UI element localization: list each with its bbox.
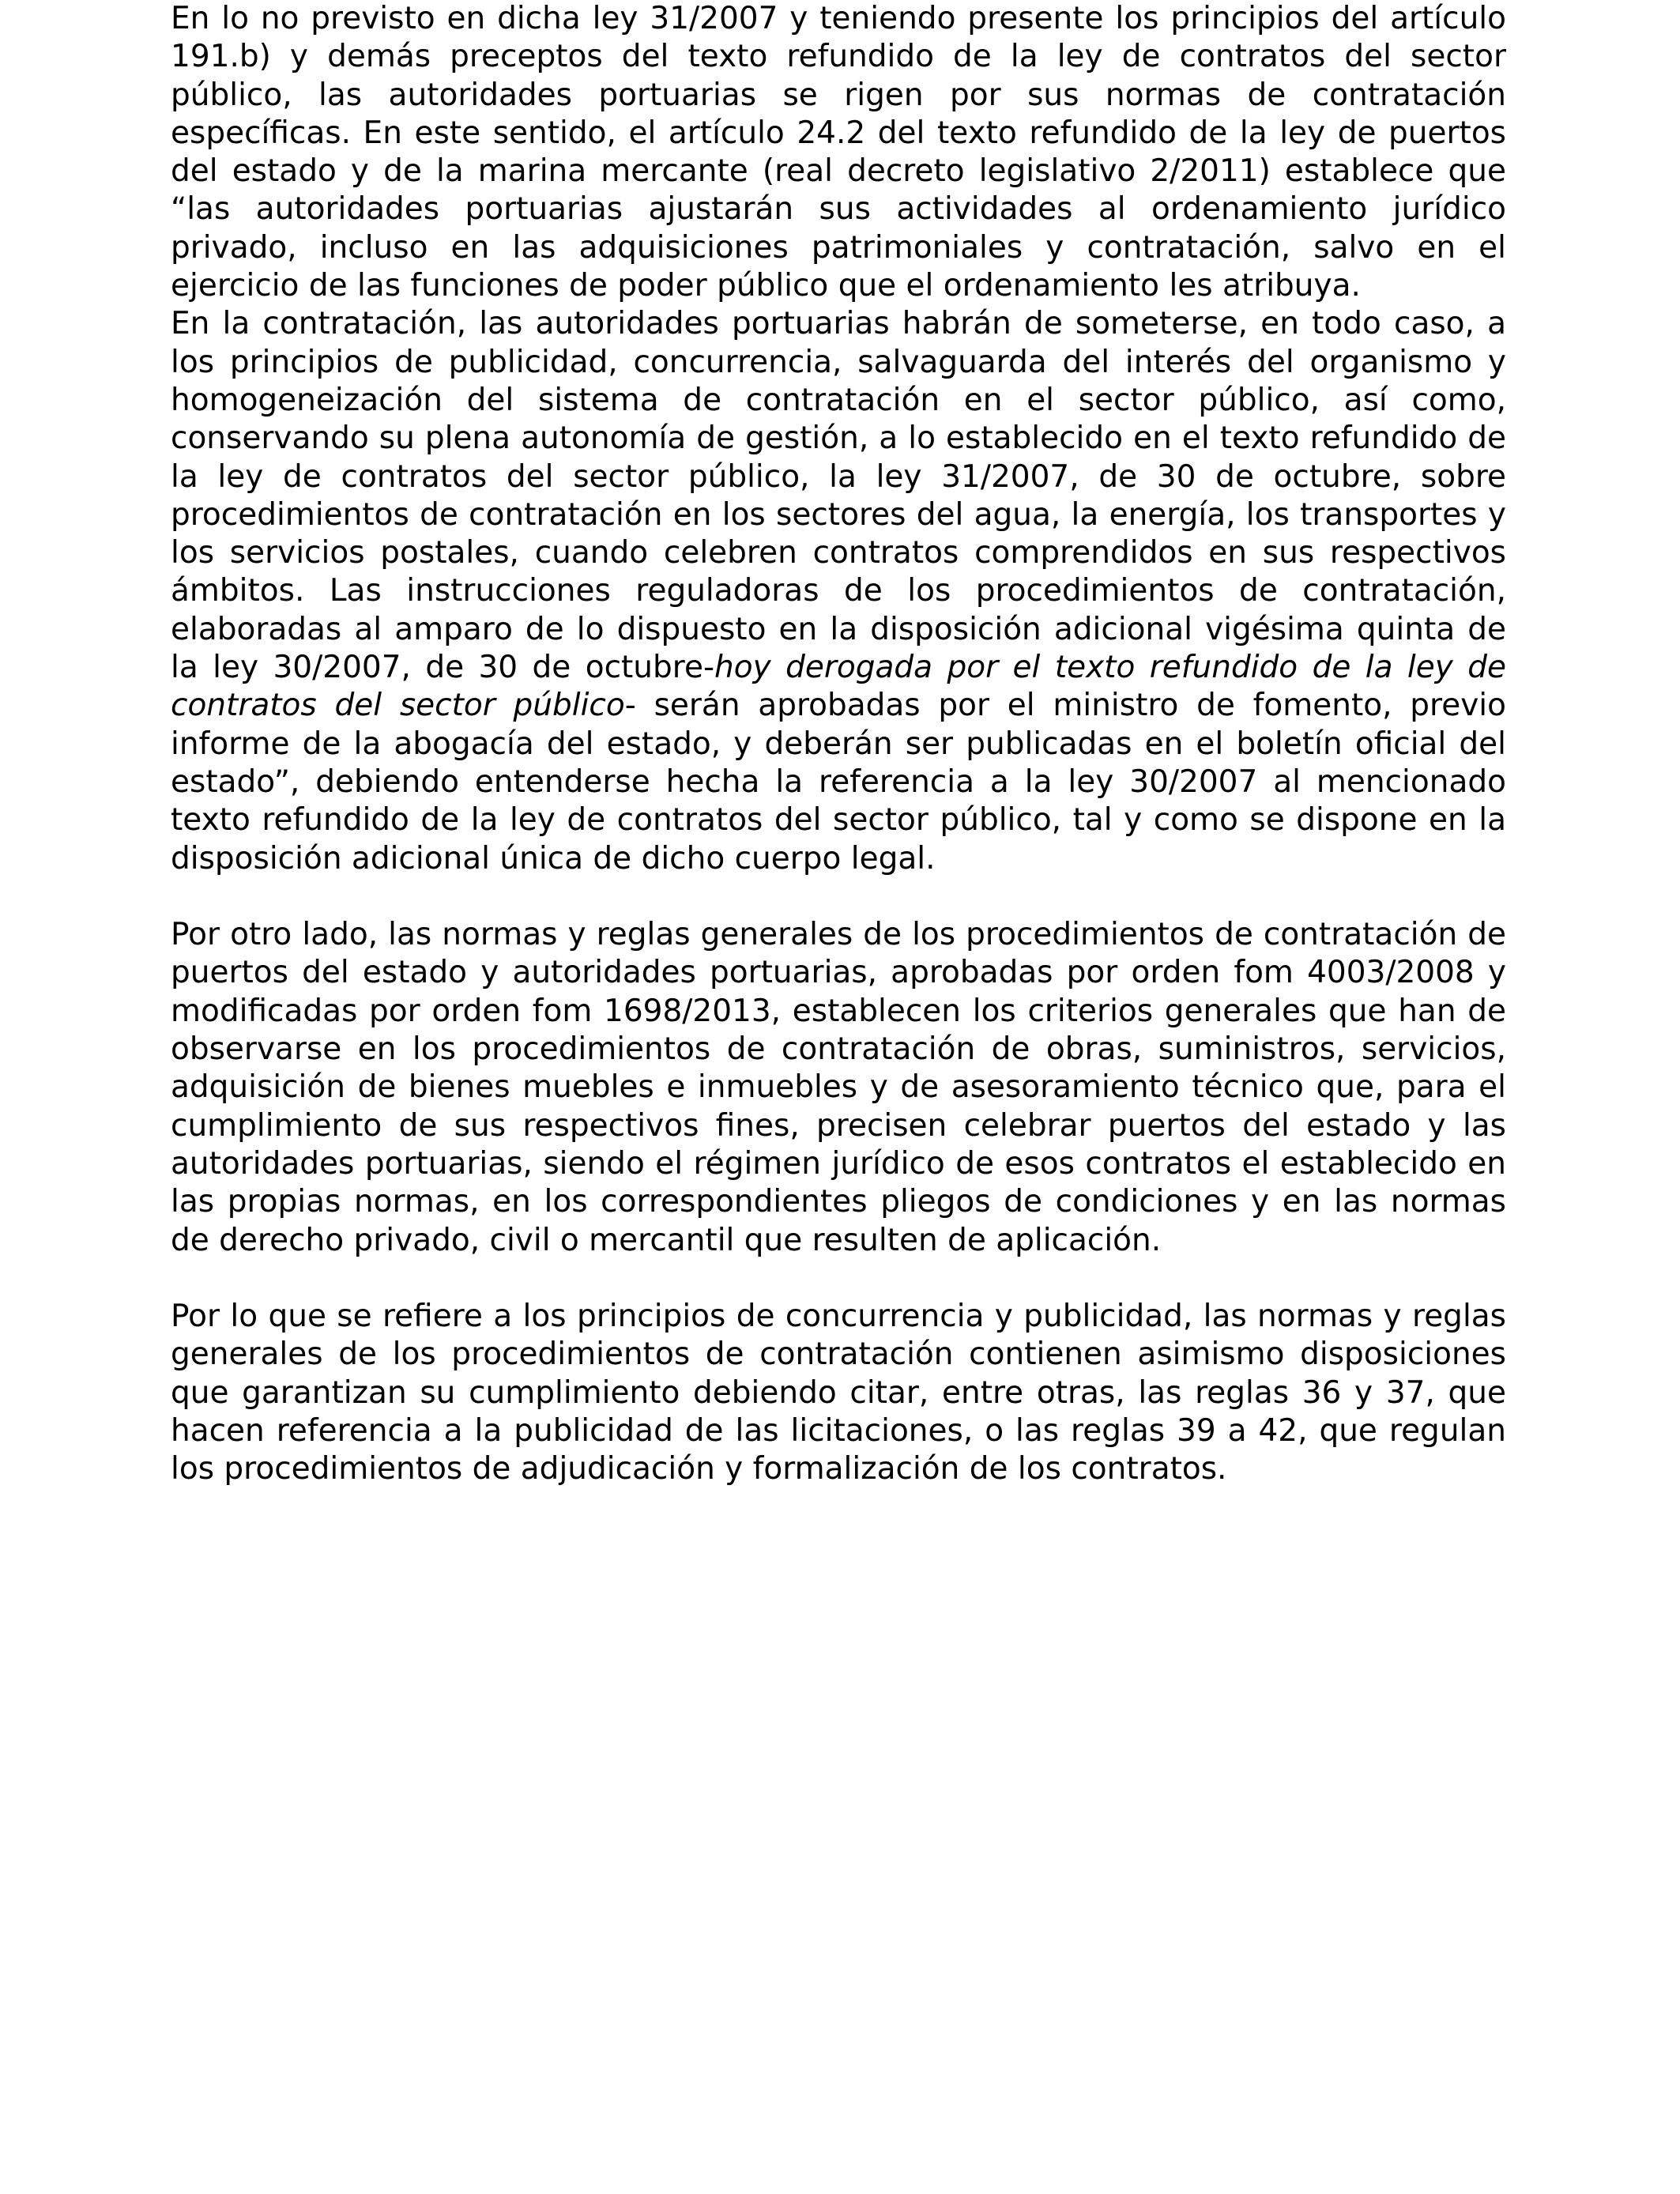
- paragraph-3: Por otro lado, las normas y reglas generales de los procedimientos de contratación de puertos del estado y autoridades portuarias, aprobadas por orden fom 4003/2008 y modificadas por orden fom 1698/2013, establecen los criterios generales que han de observarse en los procedimientos de contratación de obras, suministros, servicios, adquisición de bienes muebles e inmuebles y de asesoramiento técnico que, para el cumplimiento de sus respectivos fines, precisen celebrar puertos del estado y las autoridades portuarias, siendo el régimen jurídico de esos contratos el establecido en las propias normas, en los correspondientes pliegos de condiciones y en las normas de derecho privado, civil o mercantil que resulten de aplicación.: [171, 917, 1506, 1258]
- paragraph-2-italic-note: hoy derogada por el texto refundido de la ley de contratos del sector público: [171, 650, 1506, 724]
- paragraph-spacer: [171, 878, 1506, 916]
- paragraph-2-text-end: - serán aprobadas por el ministro de fomento, previo informe de la abogacía del estado, y deberán ser publicadas en el boletín oficial del estado”, debiendo entenderse hecha la referencia a la ley 30/2007 al mencionado texto refundido de la ley de contratos del sector público, tal y como se dispone en la disposición adicional única de dicho cuerpo legal.: [171, 688, 1506, 876]
- paragraph-2-text-start: En la contratación, las autoridades portuarias habrán de someterse, en todo caso, a los principios de publicidad, concurrencia, salvaguarda del interés del organismo y homogeneización del sistema de contratación en el sector público, así como, conservando su plena autonomía de gestión, a lo establecido en el texto refundido de la ley de contratos del sector público, la ley 31/2007, de 30 de octubre, sobre procedimientos de contratación en los sectores del agua, la energía, los transportes y los servicios postales, cuando celebren contratos comprendidos en sus respectivos ámbitos. Las instrucciones reguladoras de los procedimientos de contratación, elaboradas al amparo de lo dispuesto en la disposición adicional vigésima quinta de la ley 30/2007, de 30 de octubre-: [171, 306, 1506, 686]
- document-page: [171, 0, 1506, 1489]
- paragraph-spacer: [171, 1260, 1506, 1298]
- paragraph-4: Por lo que se refiere a los principios de concurrencia y publicidad, las normas y reglas generales de los procedimientos de contratación contienen asimismo disposiciones que garantizan su cumplimiento debiendo citar, entre otras, las reglas 36 y 37, que hacen referencia a la publicidad de las licitaciones, o las reglas 39 a 42, que regulan los procedimientos de adjudicación y formalización de los contratos.: [171, 1299, 1506, 1487]
- paragraph-2: [171, 305, 1506, 877]
- paragraph-1: En lo no previsto en dicha ley 31/2007 y teniendo presente los principios del artículo 191.b) y demás preceptos del texto refundido de la ley de contratos del sector público, las autoridades portuarias se rigen por sus normas de contratación específicas. En este sentido, el artículo 24.2 del texto refundido de la ley de puertos del estado y de la marina mercante (real decreto legislativo 2/2011) establece que “las autoridades portuarias ajustarán sus actividades al ordenamiento jurídico privado, incluso en las adquisiciones patrimoniales y contratación, salvo en el ejercicio de las funciones de poder público que el ordenamiento les atribuya.: [171, 1, 1506, 304]
